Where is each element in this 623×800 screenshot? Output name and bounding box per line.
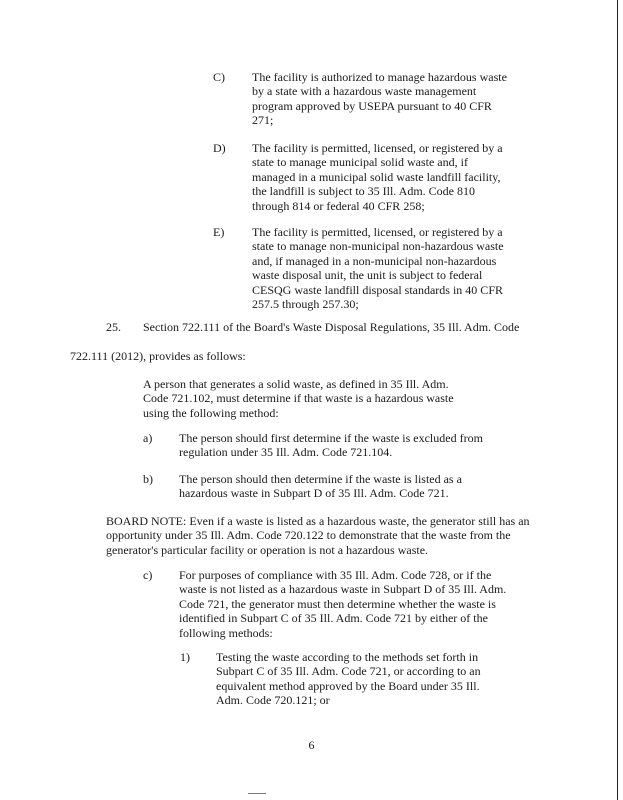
list-item-text: The facility is permitted, licensed, or registered by a state to manage non-municipal non-hazardous waste and, if managed in a non-municipal non-hazardous waste disposal unit, the unit is subject to federal CESQG waste landfill disposal standards in 40 CFR 257.5 through 257.30; <box>252 225 504 312</box>
list-item-label: D) <box>213 141 226 155</box>
list-item-text: The facility is permitted, licensed, or registered by a state to manage municipal solid waste and, if managed in a municipal solid waste landfill facility, the landfill is subject to 35 Ill. Adm. Code 810 through 814 or federal 40 CFR 258; <box>252 141 503 213</box>
list-item-text: The facility is authorized to manage hazardous waste by a state with a hazardous waste management program approved by USEPA pursuant to 40 CFR 271; <box>252 70 507 128</box>
page-number: 6 <box>308 738 315 752</box>
list-item-text: Testing the waste according to the methods set forth in Subpart C of 35 Ill. Adm. Code 721, or according to an equivalent method approved by the Board under 35 Ill. Adm. Code 720.121; or <box>216 650 481 708</box>
paragraph-25-line-2: 722.111 (2012), provides as follows: <box>70 349 246 363</box>
page-edge-line <box>617 0 618 800</box>
quote-intro: A person that generates a solid waste, as defined in 35 Ill. Adm. Code 721.102, must determine if that waste is a hazardous waste using the following method: <box>143 377 454 420</box>
list-item-text: The person should first determine if the waste is excluded from regulation under 35 Ill. Adm. Code 721.104. <box>179 431 483 460</box>
paragraph-number: 25. <box>106 320 121 334</box>
board-note: BOARD NOTE: Even if a waste is listed as a hazardous waste, the generator still has an opportunity under 35 Ill. Adm. Code 720.122 to demonstrate that the waste from the generator's particular facility or operation is not a hazardous waste. <box>106 514 530 557</box>
list-item-label: a) <box>143 431 153 445</box>
scan-artifact-mark <box>248 793 266 794</box>
list-item-label: b) <box>143 472 153 486</box>
list-item-text: For purposes of compliance with 35 Ill. Adm. Code 728, or if the waste is not listed as a hazardous waste in Subpart D of 35 Ill. Adm. Code 721, the generator must then determine whether the waste is identified in Subpart C of 35 Ill. Adm. Code 721 by either of the following methods: <box>179 568 507 640</box>
list-item-text: The person should then determine if the waste is listed as a hazardous waste in Subpart D of 35 Ill. Adm. Code 721. <box>179 472 462 501</box>
list-item-label: E) <box>213 225 225 239</box>
list-item-label: c) <box>143 568 153 582</box>
list-item-label: 1) <box>180 650 190 664</box>
paragraph-25-line-1: Section 722.111 of the Board's Waste Disposal Regulations, 35 Ill. Adm. Code <box>143 320 520 334</box>
list-item-label: C) <box>213 70 225 84</box>
